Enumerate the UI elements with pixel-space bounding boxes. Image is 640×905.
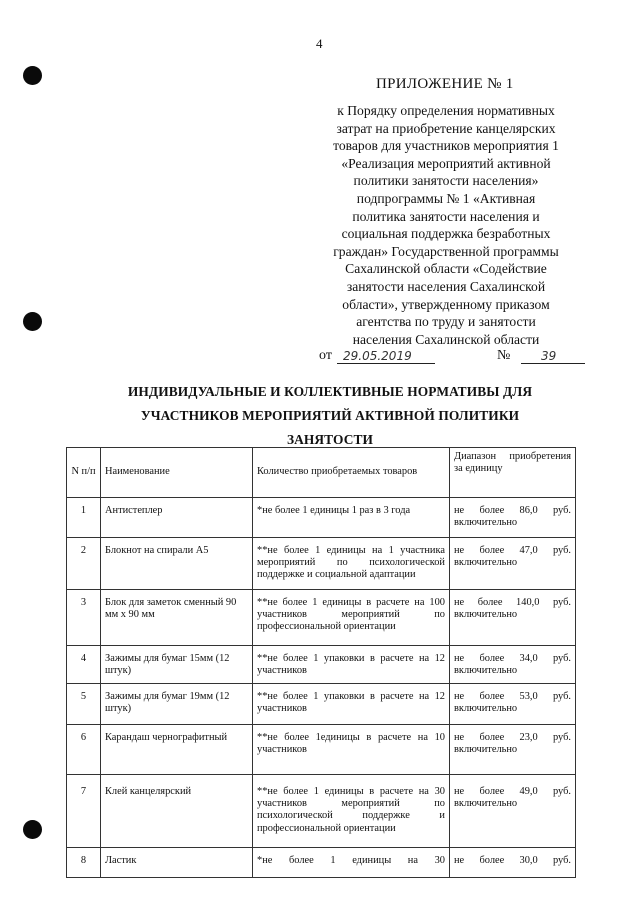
- item-name: Ластик: [101, 848, 253, 878]
- item-price: не более 49,0 руб. включительно: [450, 775, 576, 848]
- appendix-title: ПРИЛОЖЕНИЕ № 1: [376, 76, 514, 92]
- item-quantity: **не более 1единицы в расчете на 10 участников: [253, 725, 450, 775]
- table-row: [67, 498, 576, 538]
- item-quantity: *не более 1 единицы 1 раз в 3 года: [253, 498, 450, 538]
- table-row: [67, 848, 576, 878]
- item-price: не более 30,0 руб.: [450, 848, 576, 878]
- number-underline: [521, 363, 585, 364]
- appendix-caption: [300, 102, 592, 348]
- item-quantity: *не более 1 единицы на 30: [253, 848, 450, 878]
- item-price: не более 140,0 руб. включительно: [450, 590, 576, 646]
- item-name: Карандаш чернографитный: [101, 725, 253, 775]
- item-quantity: **не более 1 единицы в расчете на 30 участников мероприятий по психологической поддержке и профессиональной ориентации: [253, 775, 450, 848]
- number-value: 39: [541, 349, 557, 363]
- table-row: [67, 684, 576, 725]
- table-row: [67, 538, 576, 590]
- date-value: 29.05.2019: [343, 349, 412, 363]
- binder-hole: [23, 312, 42, 331]
- row-number: 5: [67, 684, 101, 725]
- item-price: не более 34,0 руб. включительно: [450, 646, 576, 684]
- item-name: Зажимы для бумаг 15мм (12 штук): [101, 646, 253, 684]
- item-name: Зажимы для бумаг 19мм (12 штук): [101, 684, 253, 725]
- caption-line: граждан» Государственной программы: [333, 243, 559, 259]
- item-name: Блокнот на спирали А5: [101, 538, 253, 590]
- item-quantity: **не более 1 единицы на 1 участника мероприятий по психологической поддержке и социальной адаптации: [253, 538, 450, 590]
- header-quantity: Количество приобретаемых товаров: [253, 448, 450, 498]
- caption-line: занятости населения Сахалинской: [346, 278, 546, 294]
- caption-line: населения Сахалинской области: [352, 331, 540, 347]
- row-number: 1: [67, 498, 101, 538]
- item-price: не более 23,0 руб. включительно: [450, 725, 576, 775]
- table-row: [67, 725, 576, 775]
- binder-hole: [23, 820, 42, 839]
- caption-line: к Порядку определения нормативных: [337, 103, 555, 118]
- caption-line: затрат на приобретение канцелярских: [336, 120, 556, 136]
- norms-table: [66, 447, 576, 878]
- caption-line: области», утвержденному приказом: [342, 296, 550, 312]
- caption-line: политика занятости населения и: [352, 208, 540, 224]
- header-number: N п/п: [67, 448, 101, 498]
- caption-line: политики занятости населения»: [353, 173, 539, 189]
- table-row: [67, 646, 576, 684]
- item-price: не более 47,0 руб. включительно: [450, 538, 576, 590]
- row-number: 4: [67, 646, 101, 684]
- item-price: не более 86,0 руб. включительно: [450, 498, 576, 538]
- document-title: [100, 380, 560, 452]
- page-number: 4: [316, 36, 323, 51]
- caption-line: Сахалинской области «Содействие: [345, 261, 547, 277]
- title-line: УЧАСТНИКОВ МЕРОПРИЯТИЙ АКТИВНОЙ ПОЛИТИКИ ЗАНЯТОСТИ: [140, 408, 520, 447]
- row-number: 7: [67, 775, 101, 848]
- item-name: Антистеплер: [101, 498, 253, 538]
- caption-line: подпрограммы № 1 «Активная: [356, 190, 536, 206]
- row-number: 8: [67, 848, 101, 878]
- header-price: Диапазон приобретения за единицу: [450, 448, 576, 498]
- item-quantity: **не более 1 единицы в расчете на 100 участников мероприятий по профессиональной ориентации: [253, 590, 450, 646]
- item-name: Блок для заметок сменный 90 мм х 90 мм: [101, 590, 253, 646]
- caption-line: социальная поддержка безработных: [341, 226, 551, 242]
- item-price: не более 53,0 руб. включительно: [450, 684, 576, 725]
- item-quantity: **не более 1 упаковки в расчете на 12 участников: [253, 684, 450, 725]
- header-name: Наименование: [101, 448, 253, 498]
- row-number: 6: [67, 725, 101, 775]
- approval-date-line: [319, 348, 589, 368]
- item-quantity: **не более 1 упаковки в расчете на 12 участников: [253, 646, 450, 684]
- number-prefix: №: [497, 348, 511, 363]
- caption-line: товаров для участников мероприятия 1: [333, 138, 559, 154]
- caption-line: агентства по труду и занятости: [356, 314, 536, 330]
- item-name: Клей канцелярский: [101, 775, 253, 848]
- table-row: [67, 590, 576, 646]
- binder-hole: [23, 66, 42, 85]
- row-number: 3: [67, 590, 101, 646]
- title-line: ИНДИВИДУАЛЬНЫЕ И КОЛЛЕКТИВНЫЕ НОРМАТИВЫ ДЛЯ: [127, 384, 533, 399]
- table-row: [67, 775, 576, 848]
- date-underline: [337, 363, 435, 364]
- caption-line: «Реализация мероприятий активной: [341, 155, 551, 171]
- table-header-row: [67, 448, 576, 498]
- date-prefix: от: [319, 348, 332, 363]
- row-number: 2: [67, 538, 101, 590]
